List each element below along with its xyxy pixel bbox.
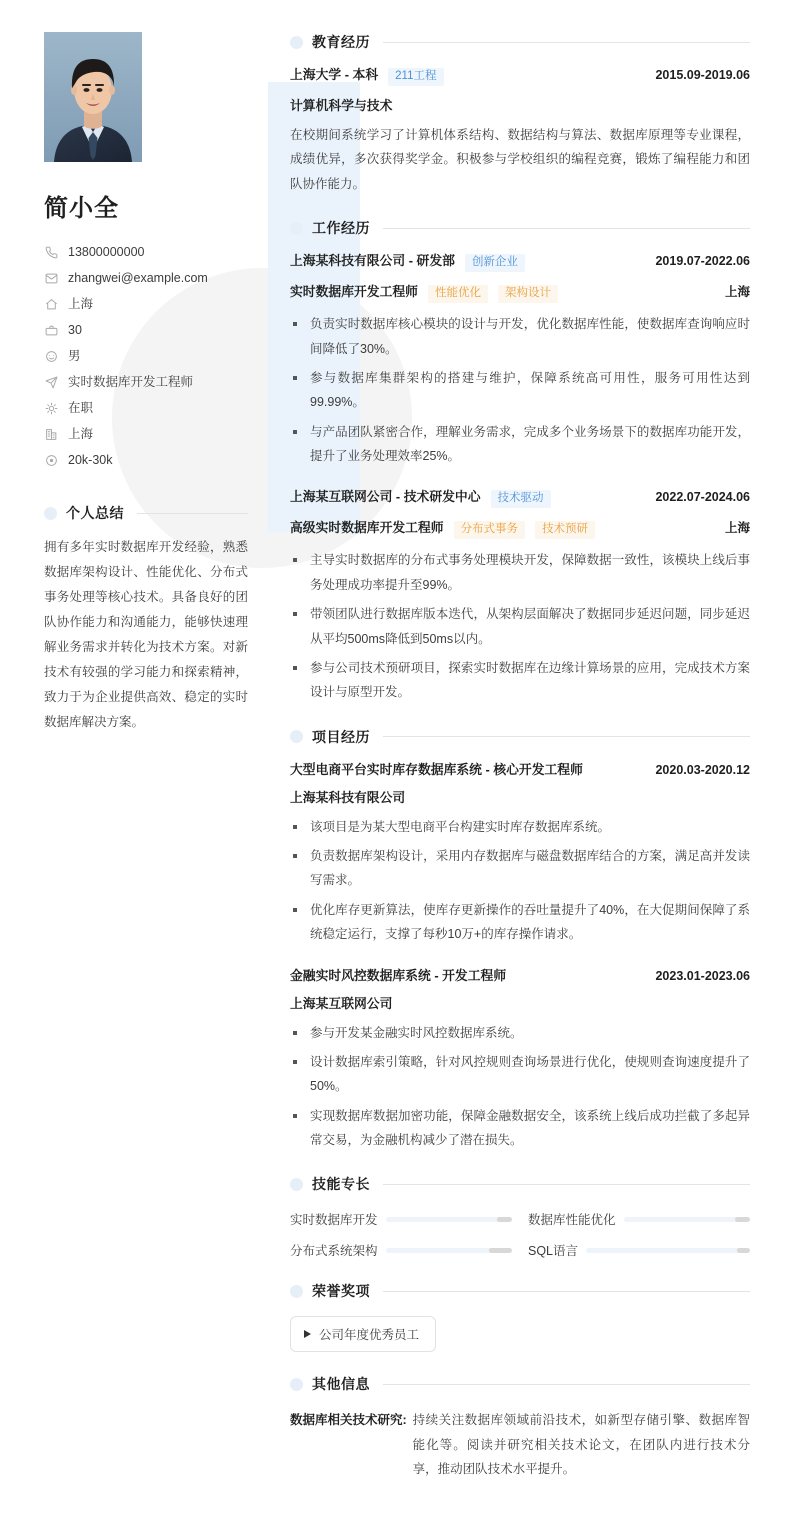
work-entry xyxy=(290,250,750,468)
section-title: 荣誉奖项 xyxy=(312,1283,370,1300)
section-bullet-icon xyxy=(290,222,303,235)
section-bullet-icon xyxy=(290,1378,303,1391)
education-description: 在校期间系统学习了计算机体系结构、数据结构与算法、数据库原理等专业课程，成绩优异，多次获得奖学金。积极参与学校组织的编程竞赛，锻炼了编程能力和团队协作能力。 xyxy=(290,128,750,191)
honor-badge[interactable] xyxy=(290,1316,436,1352)
skill-badge: 架构设计 xyxy=(498,285,558,304)
list-item: 参与公司技术预研项目，探索实时数据库在边缘计算场景的应用，完成技术方案设计与原型开发。 xyxy=(290,656,750,705)
section-divider xyxy=(383,1291,750,1292)
contact-value: 30 xyxy=(68,322,82,337)
project-entry xyxy=(290,759,750,947)
sidebar xyxy=(44,32,266,735)
entry-header xyxy=(290,759,750,778)
project-bullets xyxy=(290,815,750,947)
section-honors xyxy=(290,1281,750,1352)
list-item: 负责数据库架构设计，采用内存数据库与磁盘数据库结合的方案，满足高并发读写需求。 xyxy=(290,844,750,893)
company-badge: 技术驱动 xyxy=(491,490,551,509)
list-item: 主导实时数据库的分布式事务处理模块开发，保障数据一致性，该模块上线后事务处理成功率提升至99%。 xyxy=(290,548,750,597)
status-icon xyxy=(44,401,59,416)
date-range: 2023.01-2023.06 xyxy=(655,968,750,983)
contact-phone xyxy=(44,239,248,265)
date-range: 2020.03-2020.12 xyxy=(655,762,750,777)
page-title: 简小全 xyxy=(44,195,119,222)
company-name: 上海某科技有限公司 - 研发部 xyxy=(290,253,455,269)
section-divider xyxy=(383,1184,750,1185)
project-bullets xyxy=(290,1021,750,1153)
work-bullets xyxy=(290,548,750,704)
skill-progress-fill xyxy=(737,1248,750,1253)
section-title: 教育经历 xyxy=(312,34,370,50)
section-header xyxy=(290,32,750,52)
main-content xyxy=(266,32,750,1486)
section-bullet-icon xyxy=(290,36,303,49)
section-education xyxy=(290,32,750,196)
section-header xyxy=(290,1374,750,1394)
portrait-photo-icon xyxy=(44,32,142,162)
skill-progress-fill xyxy=(489,1248,512,1253)
skill-label: 分布式系统架构 xyxy=(290,1244,378,1259)
list-item: 设计数据库索引策略，针对风控规则查询场景进行优化，使规则查询速度提升了50%。 xyxy=(290,1050,750,1099)
section-bullet-icon xyxy=(290,730,303,743)
section-divider xyxy=(383,42,750,43)
play-triangle-icon xyxy=(304,1330,311,1338)
list-item: 实现数据库数据加密功能，保障金融数据安全，该系统上线后成功拦截了多起异常交易，为金融机构减少了潜在损失。 xyxy=(290,1104,750,1153)
section-bullet-icon xyxy=(44,507,57,520)
entry-header xyxy=(290,965,750,984)
contact-work-city xyxy=(44,421,248,447)
other-info-label: 数据库相关技术研究: xyxy=(290,1413,407,1428)
section-summary xyxy=(44,503,248,735)
contact-gender xyxy=(44,343,248,369)
contact-salary xyxy=(44,447,248,473)
entry-left xyxy=(290,486,551,508)
section-projects xyxy=(290,727,750,1153)
entry-header xyxy=(290,64,750,86)
entry-left xyxy=(290,250,525,272)
skill-progress-fill xyxy=(497,1217,512,1222)
paper-plane-icon xyxy=(44,375,59,390)
gender-icon xyxy=(44,349,59,364)
entry-left xyxy=(290,281,558,303)
role-title: 实时数据库开发工程师 xyxy=(290,284,418,300)
section-header xyxy=(44,503,248,523)
skill-progress-bar xyxy=(386,1248,512,1253)
entry-left xyxy=(290,64,444,86)
contact-value: 13800000000 xyxy=(68,244,145,259)
other-info-value: 持续关注数据库领域前沿技术，如新型存储引擎、数据库智能化等。阅读并研究相关技术论文，在团队内进行技术分享，推动团队技术水平提升。 xyxy=(412,1413,750,1477)
list-item: 该项目是为某大型电商平台构建实时库存数据库系统。 xyxy=(290,815,750,839)
other-info-row xyxy=(290,1408,750,1481)
date-range: 2019.07-2022.06 xyxy=(655,254,750,269)
section-other-info xyxy=(290,1374,750,1481)
section-header xyxy=(290,727,750,747)
section-title: 工作经历 xyxy=(312,220,370,237)
contact-location xyxy=(44,291,248,317)
summary-text: 拥有多年实时数据库开发经验，熟悉数据库架构设计、性能优化、分布式事务处理等核心技术。具备良好的团队协作能力和沟通能力，能够快速理解业务需求并转化为技术方案。对新技术有较强的学习能力和探索精神，致力于为企业提供高效、稳定的实时数据库解决方案。 xyxy=(44,540,248,729)
entry-role-row xyxy=(290,517,750,539)
list-item: 负责实时数据库核心模块的设计与开发，优化数据库性能，使数据库查询响应时间降低了30%。 xyxy=(290,312,750,361)
contact-value: zhangwei@example.com xyxy=(68,270,208,285)
contact-status xyxy=(44,395,248,421)
list-item: 与产品团队紧密合作，理解业务需求，完成多个业务场景下的数据库功能开发，提升了业务处理效率25%。 xyxy=(290,420,750,469)
work-entry xyxy=(290,486,750,704)
work-location: 上海 xyxy=(724,285,750,300)
section-header xyxy=(290,218,750,238)
entry-left xyxy=(290,517,595,539)
skill-item xyxy=(290,1210,512,1228)
section-divider xyxy=(383,736,750,737)
contact-email xyxy=(44,265,248,291)
contact-value: 上海 xyxy=(68,296,94,311)
skill-label: SQL语言 xyxy=(528,1244,579,1259)
section-divider xyxy=(383,228,750,229)
entry-header xyxy=(290,250,750,272)
section-bullet-icon xyxy=(290,1285,303,1298)
skill-label: 实时数据库开发 xyxy=(290,1213,378,1228)
company-name: 上海某互联网公司 - 技术研发中心 xyxy=(290,489,481,505)
section-header xyxy=(290,1174,750,1194)
work-location: 上海 xyxy=(724,521,750,536)
section-header xyxy=(290,1281,750,1301)
skill-label: 数据库性能优化 xyxy=(528,1213,616,1228)
phone-icon xyxy=(44,245,59,260)
project-name: 大型电商平台实时库存数据库系统 - 核心开发工程师 xyxy=(290,761,583,777)
avatar xyxy=(44,32,142,162)
project-company: 上海某科技有限公司 xyxy=(290,789,406,805)
date-range: 2015.09-2019.06 xyxy=(655,68,750,82)
section-title: 技能专长 xyxy=(312,1176,370,1193)
contact-value: 实时数据库开发工程师 xyxy=(68,374,194,389)
salary-icon xyxy=(44,453,59,468)
section-bullet-icon xyxy=(290,1178,303,1191)
entry-role-row xyxy=(290,281,750,303)
section-divider xyxy=(383,1384,750,1385)
skill-item xyxy=(528,1210,750,1228)
list-item: 优化库存更新算法，使库存更新操作的吞吐量提升了40%，在大促期间保障了系统稳定运行，支撑了每秒10万+的库存操作请求。 xyxy=(290,898,750,947)
honor-list xyxy=(290,1316,750,1352)
honor-label: 公司年度优秀员工 xyxy=(319,1328,420,1343)
section-skills xyxy=(290,1174,750,1259)
education-entry xyxy=(290,64,750,196)
skill-progress-bar xyxy=(386,1217,512,1222)
project-company: 上海某互联网公司 xyxy=(290,995,393,1011)
date-range: 2022.07-2024.06 xyxy=(655,490,750,505)
skill-badge: 技术预研 xyxy=(535,521,595,540)
contact-value: 在职 xyxy=(68,400,94,415)
role-title: 高级实时数据库开发工程师 xyxy=(290,520,444,536)
contact-job-title xyxy=(44,369,248,395)
list-item: 参与数据库集群架构的搭建与维护，保障系统高可用性，服务可用性达到99.99%。 xyxy=(290,366,750,415)
contact-value: 上海 xyxy=(68,426,94,441)
contact-list xyxy=(44,239,248,473)
skill-badge: 分布式事务 xyxy=(454,521,526,540)
section-title: 项目经历 xyxy=(312,728,370,745)
briefcase-icon xyxy=(44,323,59,338)
section-work-experience xyxy=(290,218,750,705)
skill-item xyxy=(528,1241,750,1259)
home-icon xyxy=(44,297,59,312)
contact-value: 20k-30k xyxy=(68,452,113,467)
major-name: 计算机科学与技术 xyxy=(290,98,393,113)
list-item: 带领团队进行数据库版本迭代，从架构层面解决了数据同步延迟问题，同步延迟从平均500ms降低到50ms以内。 xyxy=(290,602,750,651)
list-item: 参与开发某金融实时风控数据库系统。 xyxy=(290,1021,750,1045)
company-badge: 创新企业 xyxy=(465,254,525,273)
skill-badge: 性能优化 xyxy=(428,285,488,304)
project-name: 金融实时风控数据库系统 - 开发工程师 xyxy=(290,967,507,983)
section-title: 其他信息 xyxy=(312,1376,370,1393)
skill-progress-fill xyxy=(735,1217,750,1222)
envelope-icon xyxy=(44,271,59,286)
skill-progress-bar xyxy=(624,1217,750,1222)
building-icon xyxy=(44,427,59,442)
status-badge: 211工程 xyxy=(388,68,443,87)
work-bullets xyxy=(290,312,750,468)
entry-header xyxy=(290,486,750,508)
contact-age xyxy=(44,317,248,343)
skill-item xyxy=(290,1241,512,1259)
contact-value: 男 xyxy=(68,348,81,363)
section-divider xyxy=(137,513,248,514)
skills-grid xyxy=(290,1210,750,1259)
section-title: 个人总结 xyxy=(66,505,124,521)
skill-progress-bar xyxy=(586,1248,750,1253)
project-entry xyxy=(290,965,750,1153)
school-name: 上海大学 - 本科 xyxy=(290,67,379,82)
